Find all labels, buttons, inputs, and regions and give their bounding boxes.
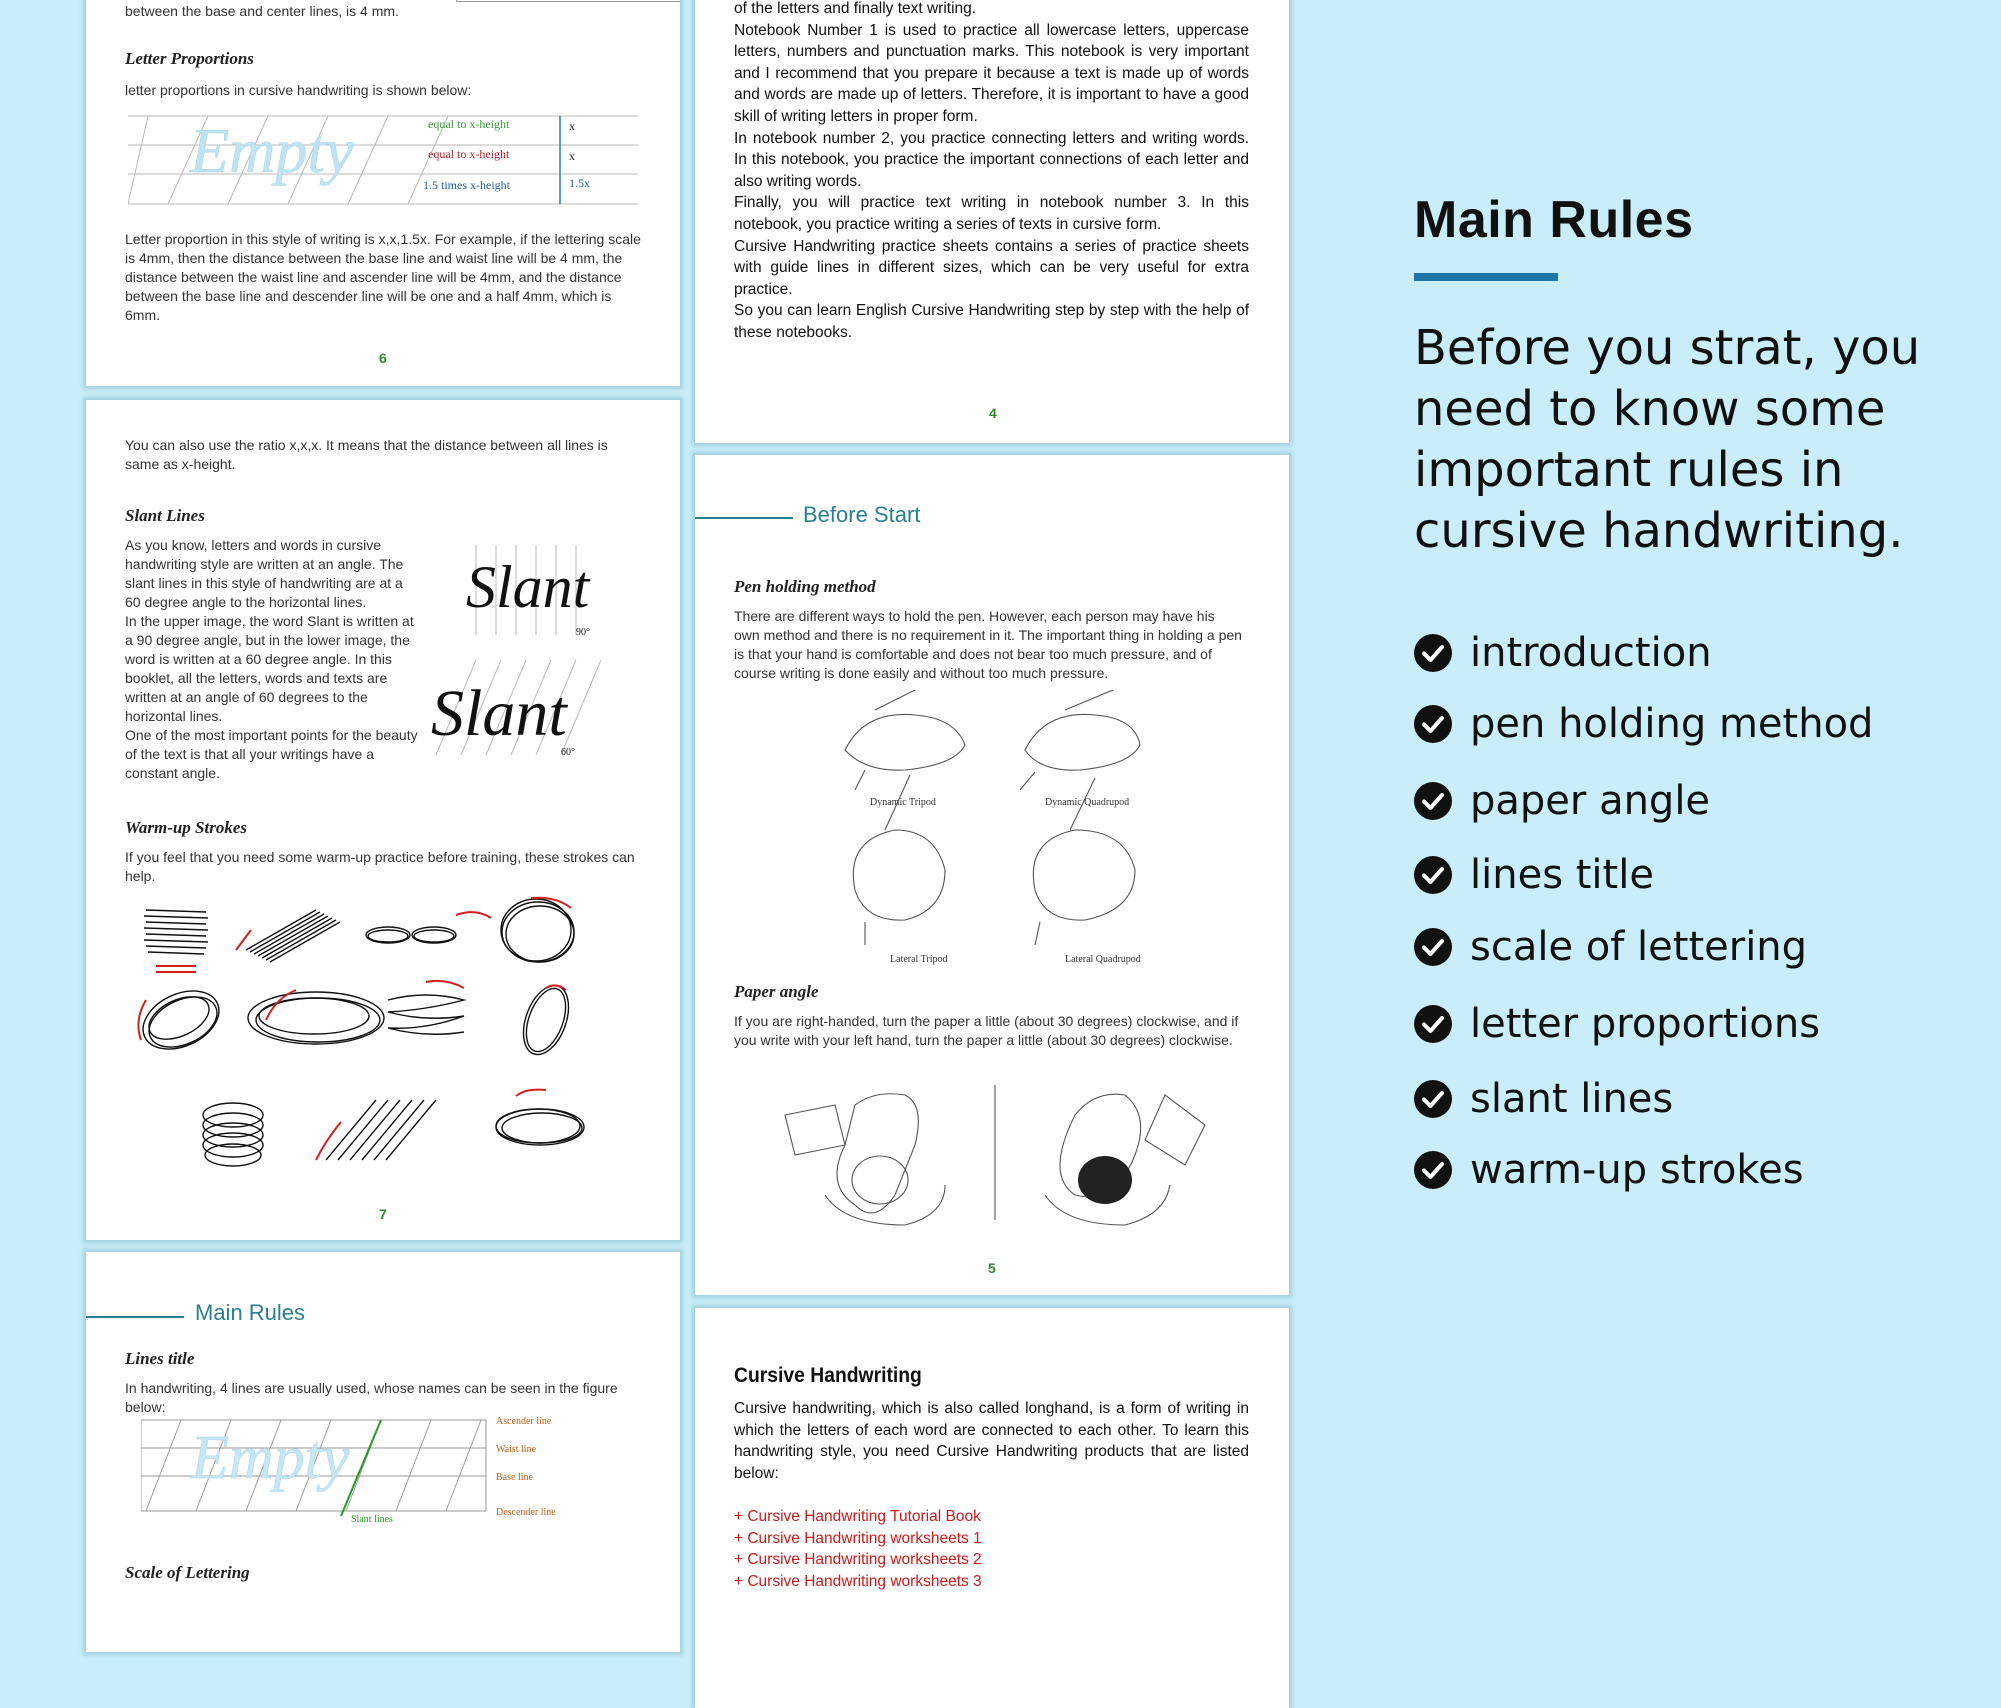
page5-number: 5: [988, 1260, 996, 1276]
main-rules-section-title: Main Rules: [195, 1300, 306, 1325]
checklist-item-label: paper angle: [1470, 778, 1711, 824]
page4-line-1: of the letters and finally text writing.: [734, 0, 977, 17]
checklist-item-label: warm-up strokes: [1470, 1147, 1804, 1193]
grip-label-3: Lateral Tripod: [890, 954, 948, 965]
cursive-handwriting-body: Cursive handwriting, which is also called longhand, is a form of writing in which the letters of each word are connected to each other. To learn this handwriting style, you need Cursive Handwriting products that are listed below:: [734, 1400, 1249, 1482]
grip-label-4: Lateral Quadrupod: [1065, 954, 1141, 965]
base-line-label: Base line: [496, 1472, 533, 1483]
checklist-item-label: pen holding method: [1470, 701, 1874, 747]
warmup-heading: Warm-up Strokes: [125, 818, 248, 837]
pen-holding-body: There are different ways to hold the pen. However, each person may have his own method and there is no requirement in it. The important thing in holding a pen is that your hand is comfortable and does not bear too much pressure, and of course writing is done easily and without too much pressure.: [734, 608, 1242, 681]
page4-number: 4: [989, 405, 997, 421]
page4-line-6: So you can learn English Cursive Handwriting step by step with the help of these notebooks.: [734, 302, 1249, 341]
lines-figure-word: Empty: [191, 1424, 350, 1492]
warmup-strokes-figure: [126, 890, 646, 1180]
check-circle-icon: [1414, 1080, 1452, 1118]
page6-number: 6: [379, 350, 387, 366]
angle-60-label: 60°: [561, 747, 575, 758]
check-circle-icon: [1414, 1005, 1452, 1043]
checklist-item-label: scale of lettering: [1470, 924, 1808, 970]
page6-top-table-fragment: [456, 0, 680, 2]
main-rules-rule: [86, 1316, 184, 1318]
cursive-handwriting-title: Cursive Handwriting: [734, 1364, 922, 1387]
slant-word-slanted: Slant: [431, 677, 567, 750]
slant-60-figure: [431, 655, 616, 765]
slant-lines-label: Slant lines: [351, 1514, 393, 1522]
product-item[interactable]: + Cursive Handwriting worksheets 2: [734, 1551, 982, 1569]
lines-title-body: In handwriting, 4 lines are usually used, whose names can be seen in the figure below:: [125, 1380, 618, 1415]
book-page-5: [695, 455, 1289, 1295]
lines-title-heading: Lines title: [125, 1349, 195, 1368]
slant-word-upright: Slant: [466, 554, 590, 620]
pen-grips-figure: [835, 690, 1165, 965]
product-item[interactable]: + Cursive Handwriting worksheets 1: [734, 1529, 982, 1547]
proportion-mark-3: 1.5x: [569, 176, 590, 190]
page6-top-text: between the base and center lines, is 4 mm.: [125, 3, 399, 19]
page4-text: [734, 0, 1249, 344]
warmup-body: If you feel that you need some warm-up practice before training, these strokes can help.: [125, 849, 635, 884]
proportion-mark-1: x: [569, 119, 575, 133]
check-circle-icon: [1414, 705, 1452, 743]
check-circle-icon: [1414, 1151, 1452, 1189]
book-page-cursive-handwriting: [695, 1308, 1289, 1708]
grip-label-2: Dynamic Quadrupod: [1045, 797, 1130, 808]
grip-label-1: Dynamic Tripod: [870, 797, 936, 808]
checklist-item-label: lines title: [1470, 852, 1654, 898]
page4-line-3: In notebook number 2, you practice connecting letters and writing words. In this notebook, you practice the important connections of each letter and also writing words.: [734, 129, 1249, 190]
check-circle-icon: [1414, 856, 1452, 894]
check-circle-icon: [1414, 782, 1452, 820]
ascender-line-label: Ascender line: [496, 1416, 552, 1427]
page6-body: Letter proportion in this style of writing is x,x,1.5x. For example, if the lettering scale is 4mm, then the distance between the base line and waist line will be 4 mm, the distance between the waist line and ascender line will be 4mm, and the distance between the base line and descender line will be one and a half 4mm, which is 6mm.: [125, 231, 641, 323]
check-circle-icon: [1414, 634, 1452, 672]
paper-angle-body: If you are right-handed, turn the paper a little (about 30 degrees) clockwise, and if you write with your left hand, turn the paper a little (about 30 degrees) clockwise.: [734, 1013, 1239, 1048]
page6-heading: Letter Proportions: [125, 49, 254, 68]
page4-line-2: Notebook Number 1 is used to practice all lowercase letters, uppercase letters, numbers and punctuation marks. This notebook is very important and I recommend that you prepare it because a text is made up of words and words are made up of letters. Therefore, it is important to have a good skill of writing letters in proper form.: [734, 21, 1249, 125]
proportion-label-2: equal to x-height: [428, 147, 510, 161]
waist-line-label: Waist line: [496, 1444, 537, 1455]
page4-line-4: Finally, you will practice text writing in notebook number 3. In this notebook, you practice writing a series of texts in cursive form.: [734, 194, 1249, 233]
proportion-label-3: 1.5 times x-height: [423, 178, 510, 192]
page7-number: 7: [379, 1206, 387, 1222]
angle-90-label: 90°: [576, 627, 590, 638]
book-page-7: [86, 400, 680, 1240]
book-page-main-rules: [86, 1252, 680, 1652]
proportion-mark-2: x: [569, 149, 575, 163]
paper-angle-figure: [775, 1085, 1215, 1230]
product-item[interactable]: + Cursive Handwriting worksheets 3: [734, 1572, 982, 1590]
slant-lines-body: As you know, letters and words in cursive handwriting style are written at an angle. The slant lines in this style of handwriting are at a 60 degree angle to the horizontal lines. In the upper image, the word Slant is written at a 90 degree angle, but in the lower image, the word is written at a 60 degree angle. In this booklet, all the letters, words and texts are written at an angle of 60 degrees to the horizontal lines. One of the most important points for the beauty of the text is that all your writings have a constant angle.: [125, 537, 418, 781]
lines-title-figure: [141, 1412, 661, 1522]
book-page-6: [86, 0, 680, 386]
slant-lines-heading: Slant Lines: [125, 506, 205, 525]
before-start-rule: [695, 517, 793, 519]
descender-line-label: Descender line: [496, 1507, 556, 1518]
panel-title: Main Rules: [1414, 191, 1694, 249]
page7-top-text: You can also use the ratio x,x,x. It means that the distance between all lines is same as x-height.: [125, 437, 608, 472]
page4-line-5: Cursive Handwriting practice sheets contains a series of practice sheets with guide lines in different sizes, which can be very useful for extra practice.: [734, 237, 1249, 298]
panel-title-underline: [1414, 273, 1558, 281]
checklist-item-label: letter proportions: [1470, 1001, 1821, 1047]
head-dark-hair: [1078, 1156, 1132, 1204]
products-list: [734, 1506, 982, 1592]
slant-90-figure: [466, 535, 606, 645]
checklist-item-label: slant lines: [1470, 1076, 1674, 1122]
check-circle-icon: [1414, 928, 1452, 966]
scale-of-lettering-heading: Scale of Lettering: [125, 1563, 250, 1582]
letter-proportions-figure: [128, 110, 648, 210]
proportion-word: Empty: [190, 115, 354, 186]
pen-holding-heading: Pen holding method: [734, 577, 876, 596]
checklist-item-label: introduction: [1470, 630, 1712, 676]
panel-intro: Before you strat, you need to know some important rules in cursive handwriting.: [1414, 320, 1921, 559]
product-item[interactable]: + Cursive Handwriting Tutorial Book: [734, 1508, 981, 1525]
before-start-title: Before Start: [803, 502, 921, 527]
book-page-4: [695, 0, 1289, 443]
page6-intro: letter proportions in cursive handwriting is shown below:: [125, 82, 472, 98]
proportion-label-1: equal to x-height: [428, 117, 510, 131]
paper-angle-heading: Paper angle: [734, 982, 819, 1001]
